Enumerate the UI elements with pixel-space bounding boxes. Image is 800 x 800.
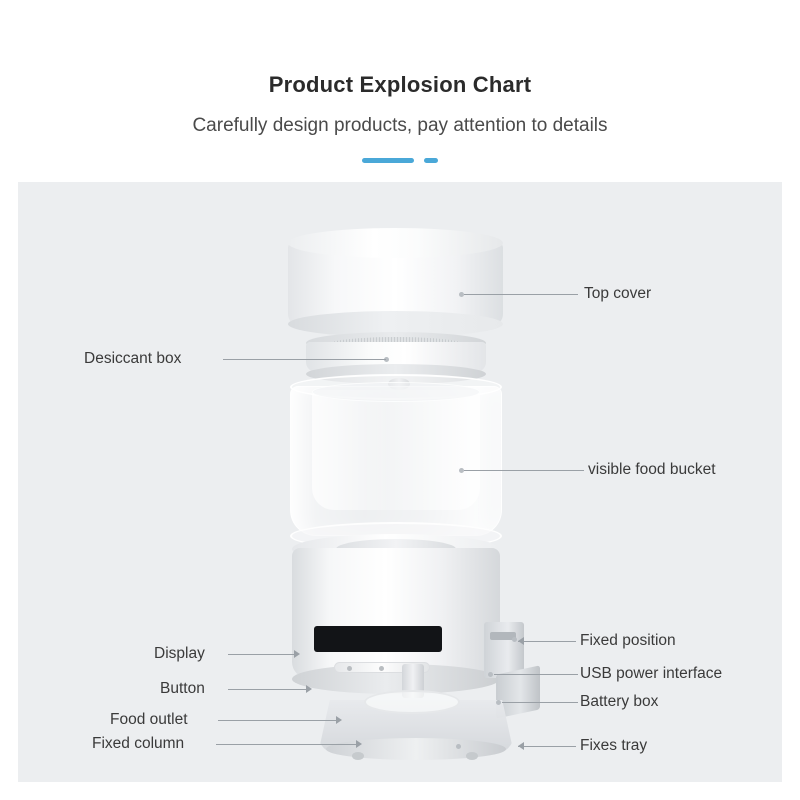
callout-line-food-outlet [218, 720, 340, 721]
button-dot-1 [347, 666, 352, 671]
callout-label-food-outlet: Food outlet [110, 711, 188, 728]
callout-arrow-fixed-position [518, 637, 524, 645]
divider-long-bar [362, 158, 414, 163]
callout-label-usb-power: USB power interface [580, 665, 723, 682]
callout-label-button: Button [160, 680, 205, 697]
callout-label-display: Display [154, 645, 205, 662]
callout-line-display [228, 654, 298, 655]
base-unit-body [292, 548, 500, 678]
part-display-screen [314, 626, 442, 652]
callout-label-battery-box: Battery box [580, 693, 659, 710]
callout-arrow-fixes-tray [518, 742, 524, 750]
exploded-product-illustration [18, 182, 782, 782]
callout-arrow-button [306, 685, 312, 693]
callout-label-fixed-column: Fixed column [92, 735, 185, 752]
callout-label-top-cover: Top cover [584, 285, 652, 302]
callout-line-fixed-column [216, 744, 360, 745]
callout-dot-usb-power [488, 672, 493, 677]
callout-arrow-fixed-column [356, 740, 362, 748]
callout-line-fixes-tray [518, 746, 576, 747]
button-dot-2 [379, 666, 384, 671]
page-title: Product Explosion Chart [268, 72, 532, 97]
callout-line-battery-box [502, 702, 578, 703]
tray-foot-left [352, 752, 364, 760]
callout-line-desiccant-box [223, 359, 386, 360]
callout-line-button [228, 689, 310, 690]
callout-arrow-food-outlet [336, 716, 342, 724]
callout-label-food-bucket: visible food bucket [588, 461, 716, 478]
tray-foot-right [466, 752, 478, 760]
callout-label-desiccant-box: Desiccant box [84, 350, 182, 367]
callout-line-top-cover [464, 294, 578, 295]
top-cover-lid-surface [288, 228, 503, 258]
callout-dot-fixed-position [512, 637, 517, 642]
part-visible-food-bucket [290, 380, 502, 548]
callout-line-usb-power [494, 674, 578, 675]
part-top-cover [288, 242, 503, 326]
callout-dot-fixes-tray [456, 744, 461, 749]
divider-short-bar [424, 158, 438, 163]
accent-divider [0, 152, 800, 170]
page-header [0, 0, 800, 170]
part-food-outlet-ring [364, 690, 460, 714]
callout-line-fixed-position [518, 641, 576, 642]
food-bucket-inner-cylinder [312, 390, 480, 510]
page-subtitle: Carefully design products, pay attention to details [192, 115, 608, 136]
callout-line-food-bucket [464, 470, 584, 471]
callout-dot-battery-box [496, 700, 501, 705]
callout-label-fixes-tray: Fixes tray [580, 737, 648, 754]
callout-arrow-display [294, 650, 300, 658]
callout-label-fixed-position: Fixed position [580, 632, 676, 649]
part-fixes-tray [318, 678, 514, 758]
food-bucket-inner-rim [312, 382, 480, 402]
diagram-stage [18, 182, 782, 782]
